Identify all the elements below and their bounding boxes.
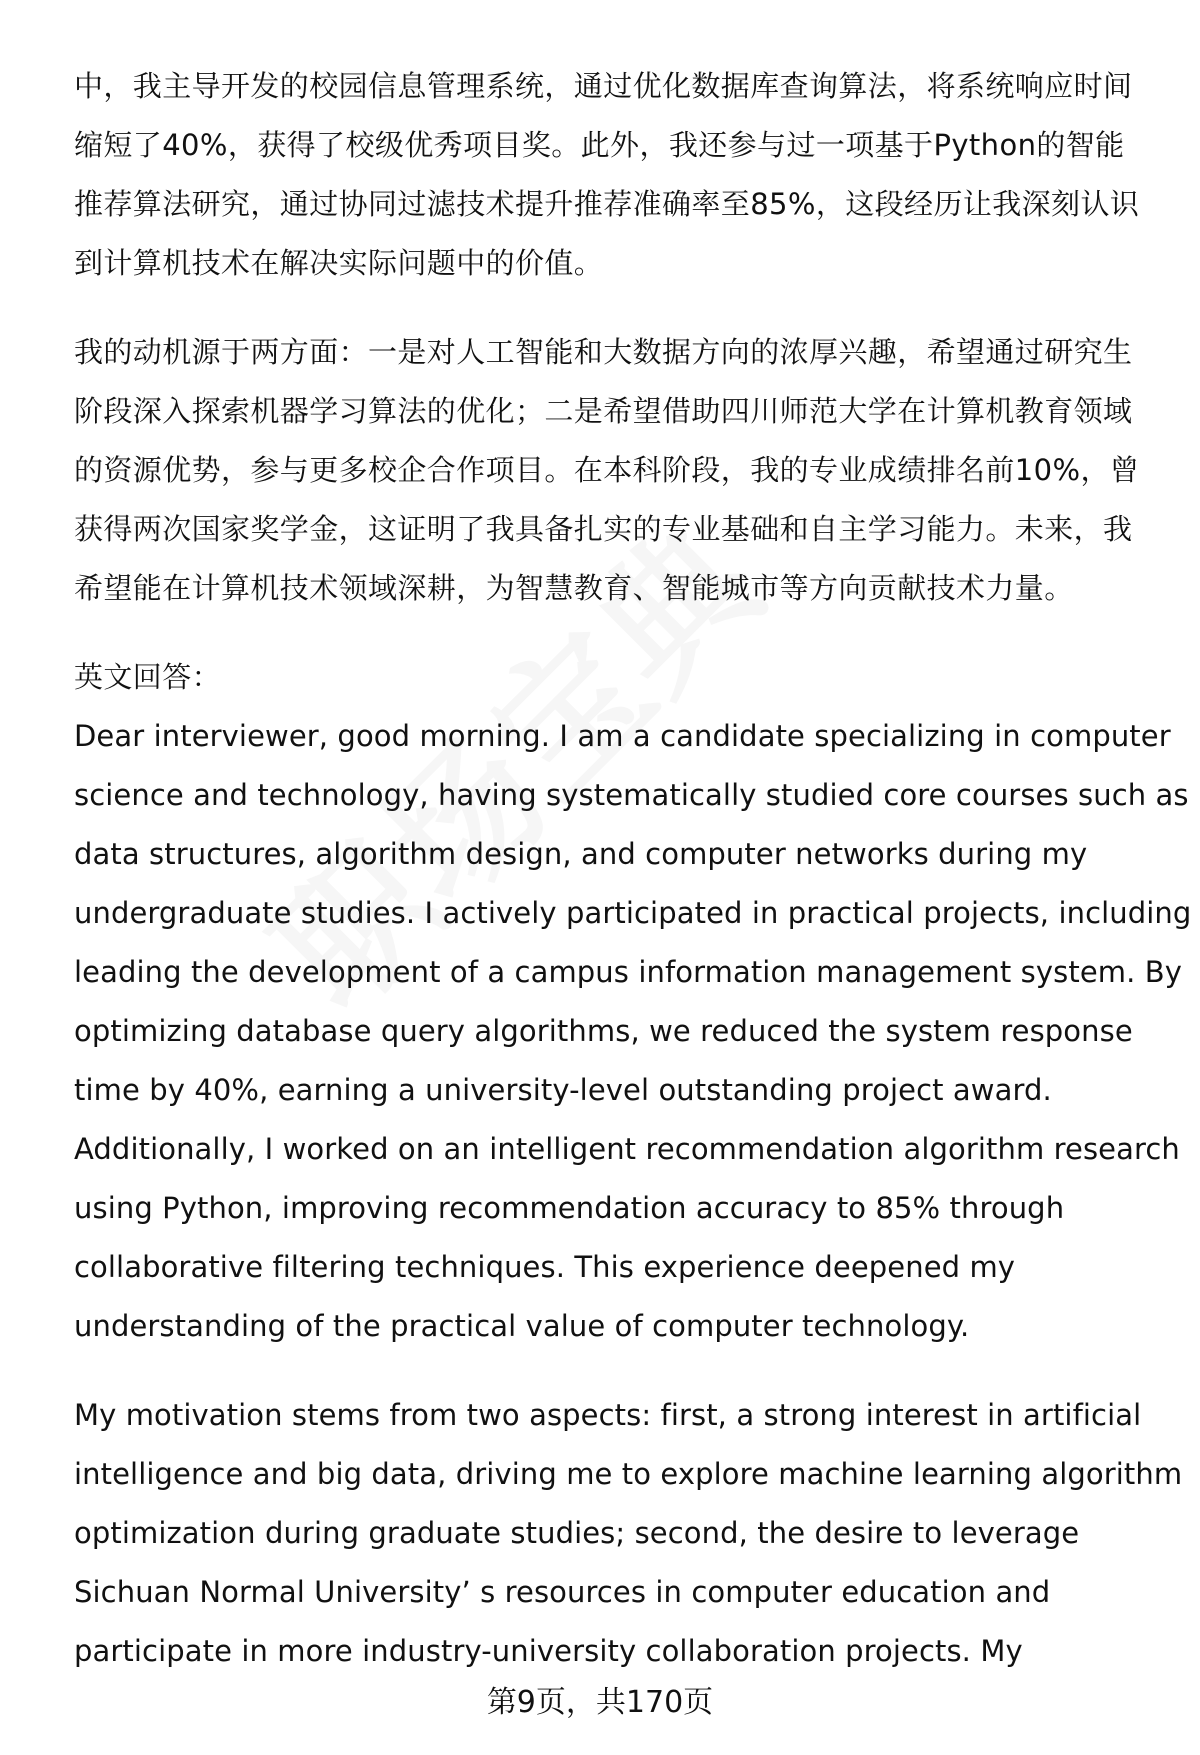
document-content: [74, 57, 1192, 1711]
zh-paragraph-2-line: 希望能在计算机技术领域深耕，为智慧教育、智能城市等方向贡献技术力量。: [74, 571, 1074, 605]
en-paragraph-1-line: time by 40%, earning a university-level outstanding project award.: [74, 1073, 1052, 1107]
en-paragraph-1: [74, 707, 1192, 1356]
en-paragraph-2-line: intelligence and big data, driving me to explore machine learning algorithm: [74, 1457, 1183, 1491]
zh-paragraph-2: [74, 323, 1154, 618]
en-paragraph-1-line: science and technology, having systematically studied core courses such as: [74, 778, 1189, 812]
zh-paragraph-1: [74, 57, 1154, 293]
en-paragraph-1-line: undergraduate studies. I actively participated in practical projects, including: [74, 896, 1192, 930]
en-paragraph-1-line: using Python, improving recommendation accuracy to 85% through: [74, 1191, 1065, 1225]
en-paragraph-1-line: Dear interviewer, good morning. I am a candidate specializing in computer: [74, 719, 1171, 753]
zh-paragraph-1-line: 到计算机技术在解决实际问题中的价值。: [74, 246, 604, 280]
english-answer-label: 英文回答：: [74, 660, 222, 694]
zh-paragraph-1-line: 推荐算法研究，通过协同过滤技术提升推荐准确率至85%，这段经历让我深刻认识: [74, 187, 1140, 221]
en-paragraph-1-line: Additionally, I worked on an intelligent recommendation algorithm research: [74, 1132, 1180, 1166]
en-paragraph-1-line: leading the development of a campus information management system. By: [74, 955, 1183, 989]
zh-paragraph-2-line: 的资源优势，参与更多校企合作项目。在本科阶段，我的专业成绩排名前10%，曾: [74, 453, 1140, 487]
en-paragraph-1-line: data structures, algorithm design, and computer networks during my: [74, 837, 1088, 871]
page-footer: 第9页，共170页: [486, 1685, 714, 1720]
en-paragraph-1-line: understanding of the practical value of computer technology.: [74, 1309, 970, 1343]
en-paragraph-2-line: optimization during graduate studies; second, the desire to leverage: [74, 1516, 1080, 1550]
zh-paragraph-1-line: 缩短了40%，获得了校级优秀项目奖。此外，我还参与过一项基于Python的智能: [74, 128, 1125, 162]
zh-paragraph-1-line: 中，我主导开发的校园信息管理系统，通过优化数据库查询算法，将系统响应时间: [74, 69, 1133, 103]
en-paragraph-1-line: optimizing database query algorithms, we reduced the system response: [74, 1014, 1133, 1048]
zh-paragraph-2-line: 阶段深入探索机器学习算法的优化；二是希望借助四川师范大学在计算机教育领域: [74, 394, 1133, 428]
en-paragraph-2-line: Sichuan Normal University’ s resources in computer education and: [74, 1575, 1051, 1609]
en-paragraph-2-line: My motivation stems from two aspects: first, a strong interest in artificial: [74, 1398, 1142, 1432]
en-paragraph-1-line: collaborative filtering techniques. This experience deepened my: [74, 1250, 1016, 1284]
en-paragraph-2: [74, 1386, 1183, 1681]
en-paragraph-2-line: participate in more industry-university collaboration projects. My: [74, 1634, 1023, 1668]
zh-paragraph-2-line: 获得两次国家奖学金，这证明了我具备扎实的专业基础和自主学习能力。未来，我: [74, 512, 1133, 546]
zh-paragraph-2-line: 我的动机源于两方面：一是对人工智能和大数据方向的浓厚兴趣，希望通过研究生: [74, 335, 1133, 369]
